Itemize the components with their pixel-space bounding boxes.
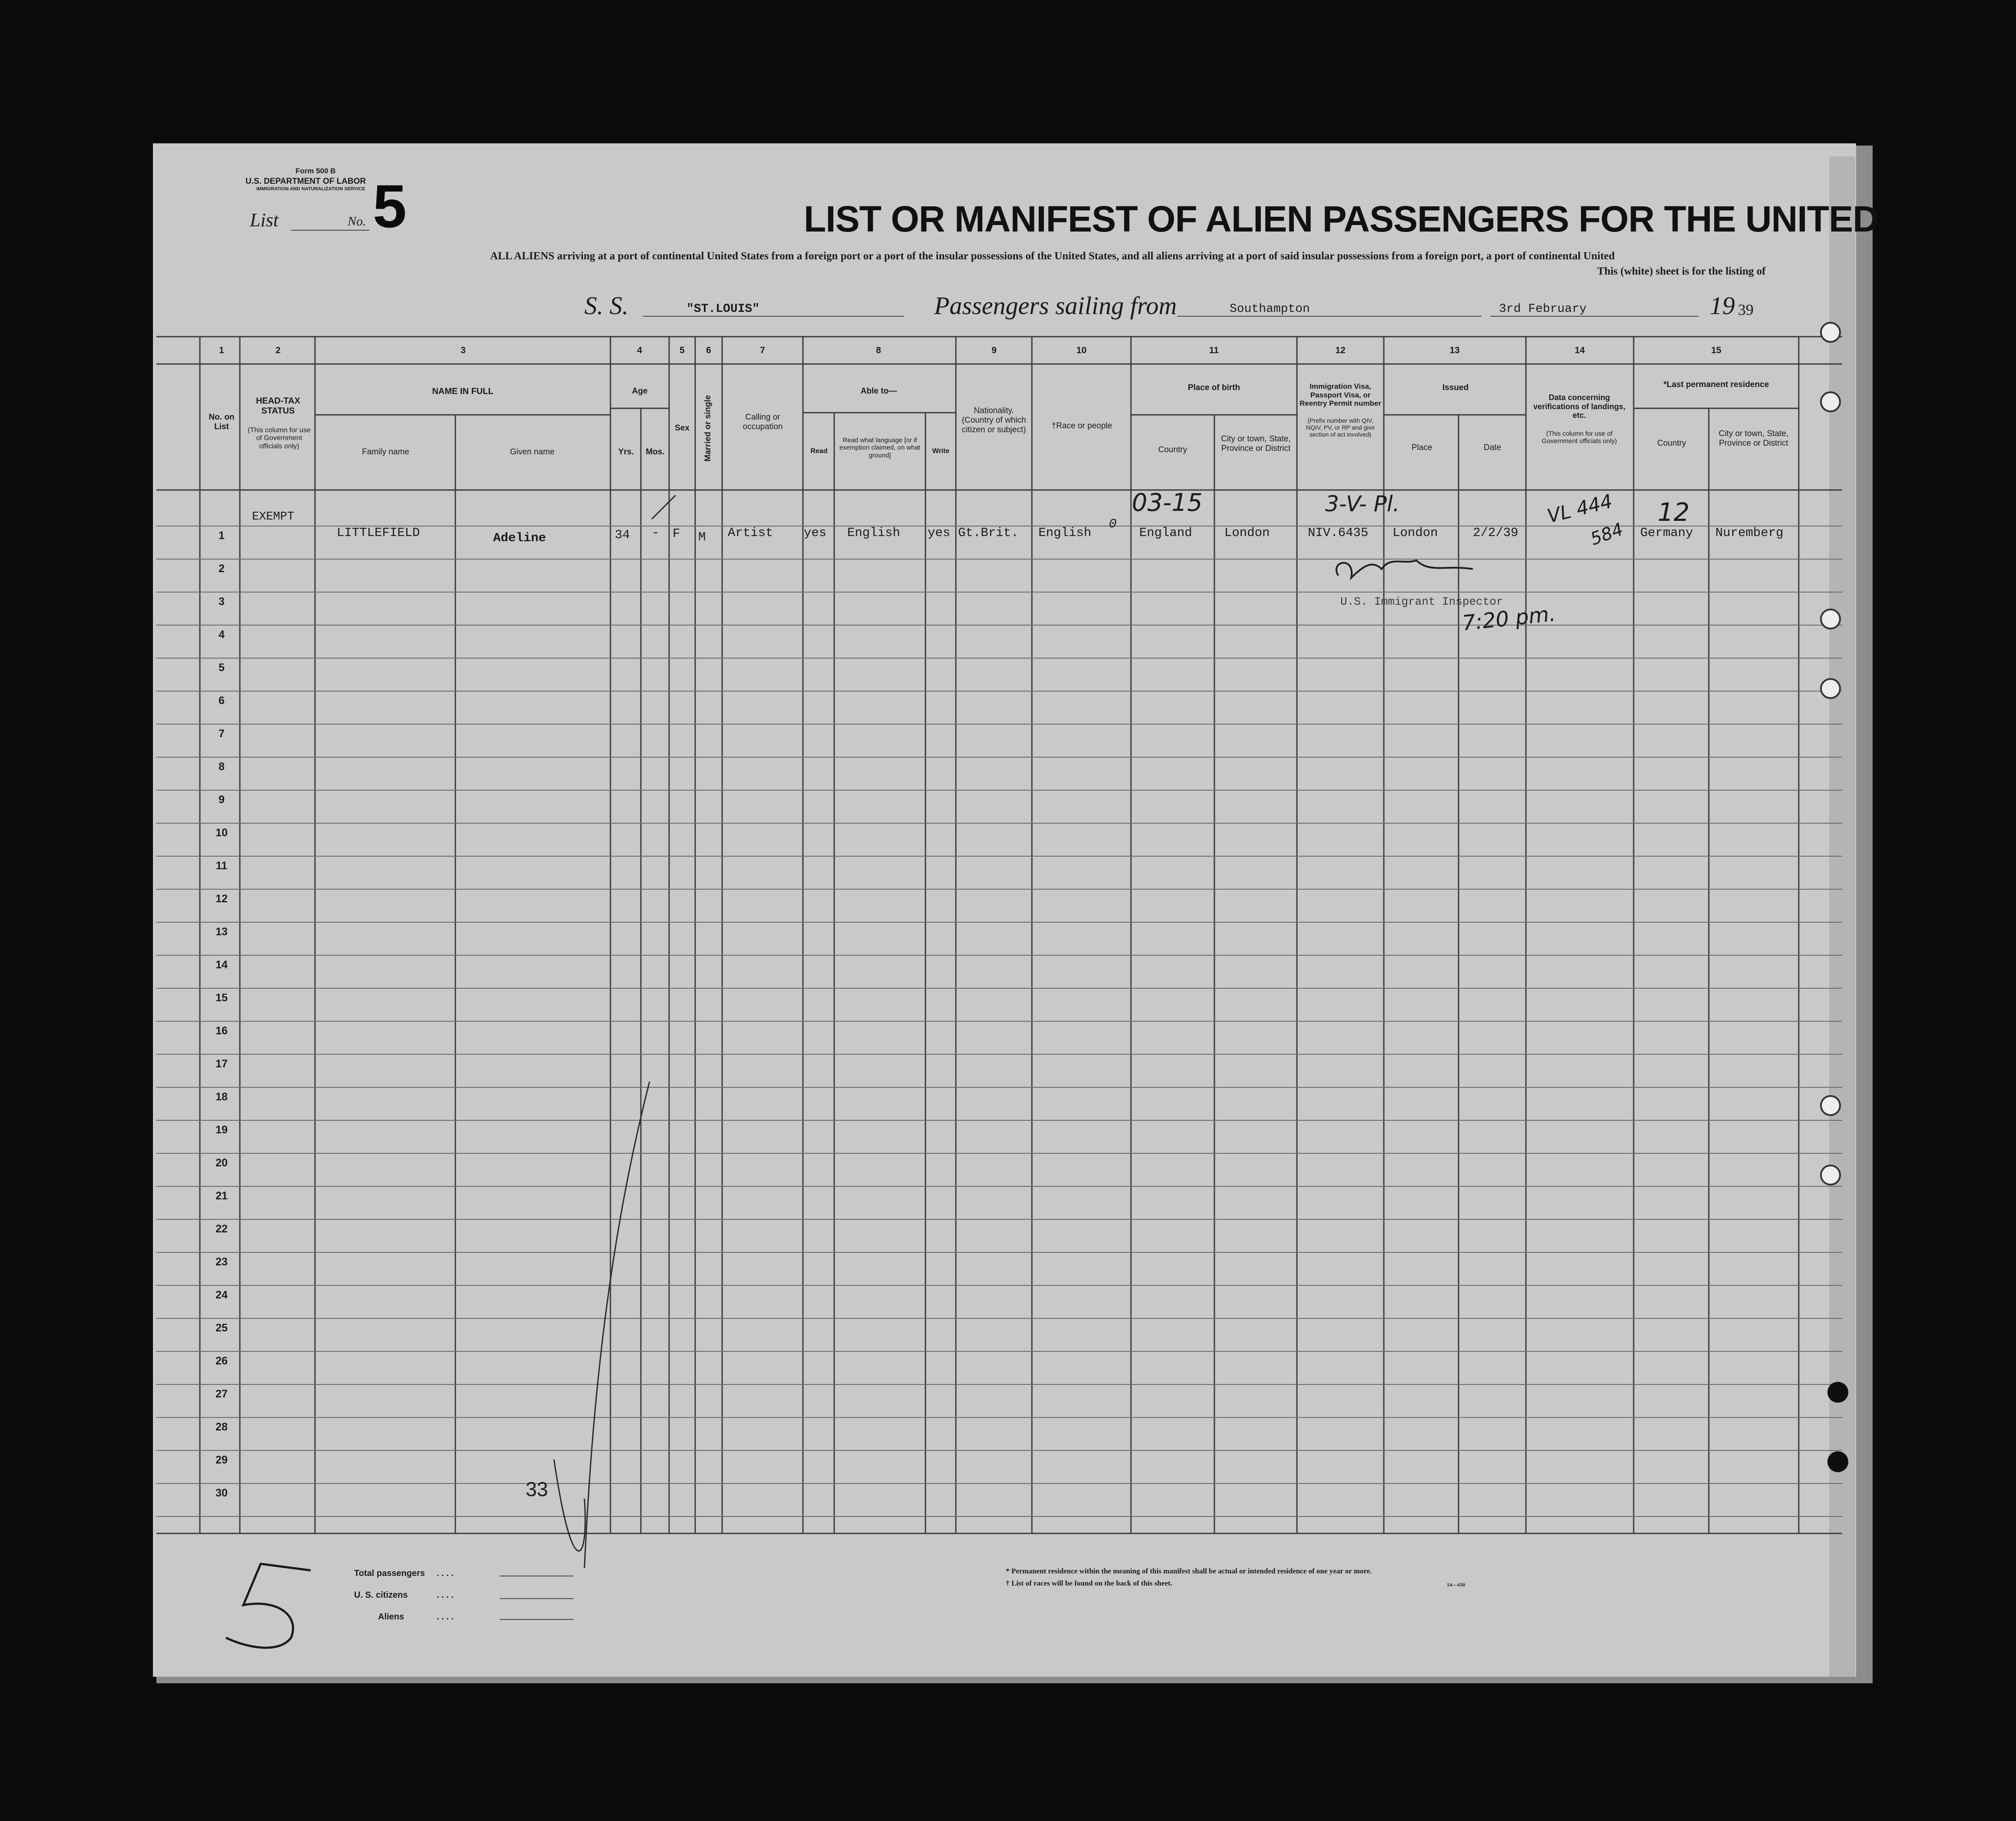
given-name: Adeline — [493, 531, 546, 545]
birth-city: London — [1224, 526, 1270, 540]
header-nationality: Nationality. (Country of which citizen or subject) — [962, 406, 1026, 434]
sailing-label: Passengers sailing from — [934, 291, 1177, 320]
ss-label: S. S. — [584, 291, 629, 320]
year-prefix: 19 — [1710, 291, 1735, 320]
verification-annotation: VL 444 — [1545, 490, 1615, 528]
row-number: 15 — [216, 992, 228, 1004]
header-residence-city: City or town, State, Province or District — [1718, 429, 1789, 448]
header-write: Write — [932, 447, 950, 455]
total-dots: . . . . — [437, 1569, 454, 1578]
head-tax-status: EXEMPT — [252, 510, 295, 523]
row-number: 11 — [216, 860, 228, 872]
race-mark: 0 — [1109, 517, 1117, 532]
verification-sub-annotation: 584 — [1588, 519, 1626, 550]
header-read-language: Read what language [or if exemption claimed, on what ground] — [839, 437, 920, 459]
sex: F — [673, 526, 680, 541]
header-married: Married or single — [703, 395, 713, 462]
read-language: English — [847, 526, 900, 540]
row-number: 27 — [216, 1388, 228, 1400]
row-number: 25 — [216, 1322, 228, 1334]
time-annotation: 7:20 pm. — [1461, 601, 1557, 636]
header-name-in-full: NAME IN FULL — [432, 387, 494, 396]
header-birth-city: City or town, State, Province or District — [1221, 434, 1291, 453]
total-passengers-label: Total passengers — [354, 1569, 425, 1578]
header-no-on-list: No. on List — [209, 413, 235, 431]
row-number: 20 — [216, 1157, 228, 1169]
header-last-residence: *Last permanent residence — [1663, 380, 1769, 389]
header-head-tax-note: (This column for use of Government officials only) — [248, 427, 311, 450]
visa-number: NIV.6435 — [1308, 526, 1369, 540]
issue-date: 2/2/39 — [1473, 526, 1519, 540]
row-number: 28 — [216, 1421, 228, 1433]
row-number: 23 — [216, 1256, 228, 1268]
marital-status: M — [698, 530, 706, 544]
header-head-tax: HEAD-TAX STATUS — [256, 396, 300, 416]
col-number-13: 13 — [1449, 345, 1460, 355]
count-annotation: 33 — [526, 1478, 548, 1500]
row-number: 2 — [219, 563, 225, 575]
form-number: Form 500 B — [295, 167, 336, 175]
col-number-8: 8 — [876, 345, 881, 355]
col-number-14: 14 — [1575, 345, 1585, 355]
row-number: 18 — [216, 1091, 228, 1103]
header-issued: Issued — [1442, 383, 1469, 392]
col-number-5: 5 — [680, 345, 685, 355]
row-number: 19 — [216, 1124, 228, 1136]
row-number: 26 — [216, 1355, 228, 1367]
citizens-dots: . . . . — [437, 1590, 454, 1600]
nationality: Gt.Brit. — [958, 526, 1019, 540]
header-able-to: Able to— — [860, 387, 897, 396]
header-family-name: Family name — [362, 447, 409, 457]
instructions-line-1: ALL ALIENS arriving at a port of continental United States from a foreign port or a port of the insular possessions of the United States, and all aliens arriving at a port of said insular possessions from a foreign port, a port of continental United — [490, 250, 1615, 262]
can-read: yes — [804, 526, 827, 540]
race: English — [1038, 526, 1091, 540]
col-number-10: 10 — [1076, 345, 1087, 355]
residence-country: Germany — [1640, 526, 1693, 540]
family-name: LITTLEFIELD — [337, 526, 420, 540]
row-number: 30 — [216, 1487, 228, 1499]
header-visa-note: (Prefix number with QIV, NQIV, PV, or RP and give section of act involved) — [1306, 417, 1375, 438]
row-number: 5 — [219, 662, 225, 674]
paper-edge — [1829, 156, 1855, 1677]
residence-city: Nuremberg — [1715, 526, 1784, 540]
row-number: 8 — [219, 761, 225, 773]
header-race: †Race or people — [1051, 421, 1112, 430]
header-read: Read — [810, 447, 828, 455]
row-number: 10 — [216, 827, 228, 839]
col-number-1: 1 — [219, 345, 224, 355]
row-number: 7 — [219, 728, 225, 740]
printer-code: 14—430 — [1447, 1582, 1465, 1588]
row-number: 22 — [216, 1223, 228, 1235]
header-mos: Mos. — [646, 447, 665, 457]
paper-sheet — [153, 143, 1856, 1677]
department: U.S. DEPARTMENT OF LABOR — [245, 177, 366, 186]
manifest-title: LIST OR MANIFEST OF ALIEN PASSENGERS FOR THE UNITED — [804, 199, 1879, 239]
header-sex: Sex — [675, 424, 690, 433]
issue-place: London — [1393, 526, 1438, 540]
row-number: 21 — [216, 1190, 228, 1202]
header-given-name: Given name — [510, 447, 555, 457]
age-years: 34 — [615, 528, 630, 542]
row-number: 13 — [216, 926, 228, 938]
col-number-11: 11 — [1209, 345, 1219, 355]
header-issued-place: Place — [1411, 443, 1432, 452]
port: Southampton — [1230, 302, 1310, 316]
row-number: 16 — [216, 1025, 228, 1037]
row-number: 9 — [219, 794, 225, 806]
row-number: 1 — [219, 530, 225, 542]
row-number: 24 — [216, 1289, 228, 1301]
row-number: 4 — [219, 629, 225, 641]
row-number: 12 — [216, 893, 228, 905]
header-data-note: (This column for use of Government officials only) — [1542, 430, 1617, 445]
header-visa: Immigration Visa, Passport Visa, or Reentry Permit number — [1300, 382, 1381, 408]
residence-code-annotation: 12 — [1658, 497, 1690, 527]
birth-country: England — [1139, 526, 1192, 540]
occupation: Artist — [728, 526, 773, 540]
us-citizens-label: U. S. citizens — [354, 1590, 408, 1600]
header-age: Age — [632, 387, 648, 396]
aliens-label: Aliens — [378, 1612, 405, 1622]
inspector-stamp: U.S. Immigrant Inspector — [1340, 595, 1503, 608]
aliens-dots: . . . . — [437, 1612, 454, 1622]
list-label: List — [250, 209, 279, 231]
col-number-4: 4 — [637, 345, 642, 355]
row-number: 17 — [216, 1058, 228, 1070]
can-write: yes — [928, 526, 951, 540]
row-number: 14 — [216, 959, 228, 971]
col-number-15: 15 — [1711, 345, 1721, 355]
service: IMMIGRATION AND NATURALIZATION SERVICE — [256, 186, 365, 192]
footnote-residence: * Permanent residence within the meaning of this manifest shall be actual or intended residence of one year or more. — [1006, 1567, 1372, 1575]
col-number-6: 6 — [706, 345, 711, 355]
footnote-races: † List of races will be found on the back of this sheet. — [1006, 1579, 1172, 1587]
col-number-2: 2 — [275, 345, 281, 355]
col-number-9: 9 — [991, 345, 997, 355]
no-label: No. — [348, 214, 366, 228]
row-number: 29 — [216, 1454, 228, 1466]
list-number: 5 — [373, 172, 407, 240]
header-birth-country: Country — [1158, 445, 1187, 454]
row-number: 3 — [219, 596, 225, 608]
instructions-line-2: This (white) sheet is for the listing of — [1597, 265, 1766, 277]
birth-code-annotation: 03-15 — [1132, 489, 1203, 517]
header-calling: Calling or occupation — [743, 413, 783, 431]
header-yrs: Yrs. — [618, 447, 634, 457]
header-residence-country: Country — [1657, 439, 1686, 448]
col-number-3: 3 — [461, 345, 466, 355]
col-number-7: 7 — [760, 345, 765, 355]
header-place-of-birth: Place of birth — [1187, 383, 1240, 392]
visa-annotation: 3-V- Pl. — [1325, 491, 1400, 517]
col-number-12: 12 — [1335, 345, 1346, 355]
row-number: 6 — [219, 695, 225, 707]
header-data-concerning: Data concerning verifications of landings, etc. — [1533, 393, 1626, 420]
age-months: - — [652, 526, 660, 540]
sailing-date: 3rd February — [1499, 302, 1587, 316]
ship-name: "ST.LOUIS" — [686, 302, 760, 316]
year-suffix: 39 — [1738, 301, 1754, 318]
header-issued-date: Date — [1483, 443, 1502, 452]
